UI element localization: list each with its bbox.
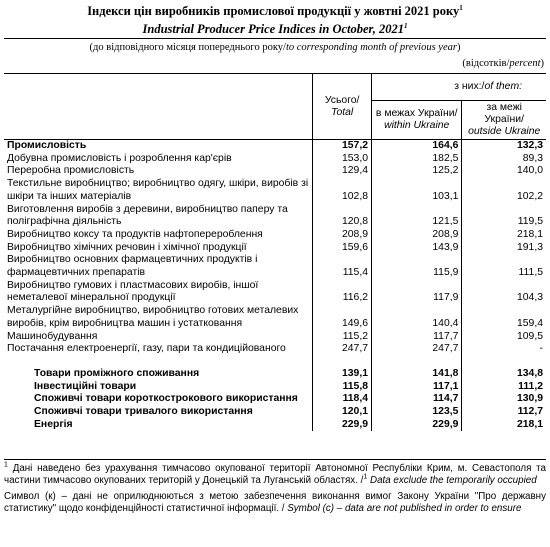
table-row	[4, 165, 546, 178]
value-within: 117,7	[372, 331, 462, 344]
row-label: Споживчі товари короткострокового використання	[4, 393, 313, 406]
unit-note: (відсотків/percent)	[462, 58, 544, 69]
value-within: 125,2	[372, 165, 462, 178]
value-total: 149,6	[313, 305, 372, 330]
value-within: 117,9	[372, 280, 462, 305]
value-outside: 132,3	[516, 140, 543, 151]
row-label: Металургійне виробництво, виробництво готових металевих виробів, крім виробництва машин і устатковання	[4, 305, 313, 330]
value-outside: 130,9	[516, 393, 543, 405]
table-row	[4, 381, 546, 394]
header-outside: за межі України/ outside Ukraine	[462, 101, 546, 140]
row-label: Виробництво основних фармацевтичних продуктів і фармацевтичних препаратів	[4, 254, 313, 279]
value-outside: 102,2	[516, 190, 543, 202]
row-label: Виробництво гумових і пластмасових виробів, іншої неметалевої мінеральної продукції	[4, 280, 313, 305]
title-divider	[4, 38, 546, 39]
value-within: 114,7	[372, 393, 462, 406]
value-total: 229,9	[313, 419, 372, 432]
value-total: 159,6	[313, 242, 372, 255]
table-row	[4, 229, 546, 242]
header-of-them: з них:/of them:	[372, 74, 547, 101]
table-row	[4, 393, 546, 406]
value-outside: 111,5	[518, 267, 543, 279]
value-within: 115,9	[372, 254, 462, 279]
row-label: Добувна промисловість і розроблення кар'єрів	[4, 153, 313, 166]
value-within: 123,5	[372, 406, 462, 419]
value-total: 247,7	[313, 343, 372, 356]
value-outside: 140,0	[516, 165, 543, 177]
row-label: Товари проміжного споживання	[4, 368, 313, 381]
value-within: 103,1	[372, 178, 462, 203]
value-within: 141,8	[372, 368, 462, 381]
subtitle: (до відповідного місяця попереднього року/to corresponding month of previous year)	[89, 42, 461, 53]
value-within: 140,4	[372, 305, 462, 330]
value-outside: 104,3	[516, 292, 543, 304]
value-total: 208,9	[313, 229, 372, 242]
table-row	[4, 204, 546, 229]
header-within: в межах України/ within Ukraine	[372, 101, 462, 140]
value-within: 143,9	[372, 242, 462, 255]
table-row	[4, 305, 546, 330]
row-label: Виробництво хімічних речовин і хімічної продукції	[4, 242, 313, 255]
table-row	[4, 242, 546, 255]
value-outside: -	[539, 343, 543, 355]
price-index-table	[4, 73, 546, 431]
value-outside: 89,3	[522, 152, 543, 164]
table-row	[4, 178, 546, 203]
value-within: 164,6	[372, 140, 462, 153]
value-within: 247,7	[372, 343, 462, 356]
header-total: Усього/ Total	[313, 74, 372, 140]
footnote-2: Символ (к) – дані не оприлюднюються з метою забезпечення виконання вимог Закону України "Про державну статистику" щодо конфіденційності статистичної інформації. / Symbol (c) – data are not published in order to ensure	[4, 491, 546, 514]
spacer-row	[4, 356, 546, 368]
table-row	[4, 153, 546, 166]
row-label: Енергія	[4, 419, 313, 432]
row-label: Переробна промисловість	[4, 165, 313, 178]
value-total: 129,4	[313, 165, 372, 178]
value-total: 139,1	[313, 368, 372, 381]
value-total: 118,4	[313, 393, 372, 406]
value-outside: 159,4	[516, 317, 543, 329]
value-outside: 111,2	[518, 380, 543, 392]
value-total: 157,2	[313, 140, 372, 153]
value-total: 115,4	[313, 254, 372, 279]
table-row	[4, 140, 546, 153]
row-label: Постачання електроенергії, газу, пари та кондиційованого	[4, 343, 313, 356]
value-outside: 119,5	[517, 216, 543, 228]
table-header-row-1	[4, 74, 546, 101]
value-total: 115,8	[313, 381, 372, 394]
value-total: 153,0	[313, 153, 372, 166]
table-row	[4, 343, 546, 356]
value-total: 115,2	[313, 331, 372, 344]
value-total: 116,2	[313, 280, 372, 305]
footnote-1: $^1$ Дані наведено без урахування тимчасово окупованої території Автономної Республіки Крим, м. Севастополя та частини тимчасово окупованих територій у Донецькій та Луганській областях. /$^1$ Data exclude the temporarily occupied	[4, 459, 546, 487]
value-total: 102,8	[313, 178, 372, 203]
value-within: 117,1	[372, 381, 462, 394]
row-label: Виробництво коксу та продуктів нафтоперероблення	[4, 229, 313, 242]
row-label: Текстильне виробництво; виробництво одягу, шкіри, виробів зі шкіри та інших матеріалів	[4, 178, 313, 203]
row-label: Машинобудування	[4, 331, 313, 344]
value-within: 229,9	[372, 419, 462, 432]
title-ukrainian: Індекси цін виробників промислової продукції у жовтні 2021 року$^1$	[87, 3, 463, 18]
row-label: Виготовлення виробів з деревини, виробництво паперу та поліграфічна діяльність	[4, 204, 313, 229]
value-outside: 109,5	[516, 330, 543, 342]
title-english: Industrial Producer Price Indices in October, 2021$^1$	[142, 21, 408, 36]
row-label: Промисловість	[4, 140, 313, 153]
row-label: Інвестиційні товари	[4, 381, 313, 394]
table-row	[4, 419, 546, 432]
row-label: Споживчі товари тривалого використання	[4, 406, 313, 419]
value-outside: 218,1	[516, 418, 543, 430]
table-row	[4, 254, 546, 279]
value-outside: 112,7	[517, 406, 543, 418]
value-outside: 134,8	[516, 367, 543, 379]
value-outside: 218,1	[516, 228, 543, 240]
table-row	[4, 280, 546, 305]
value-within: 121,5	[372, 204, 462, 229]
value-total: 120,8	[313, 204, 372, 229]
table-row	[4, 406, 546, 419]
table-row	[4, 368, 546, 381]
value-within: 182,5	[372, 153, 462, 166]
value-outside: 191,3	[516, 241, 543, 253]
value-total: 120,1	[313, 406, 372, 419]
value-within: 208,9	[372, 229, 462, 242]
table-row	[4, 331, 546, 344]
